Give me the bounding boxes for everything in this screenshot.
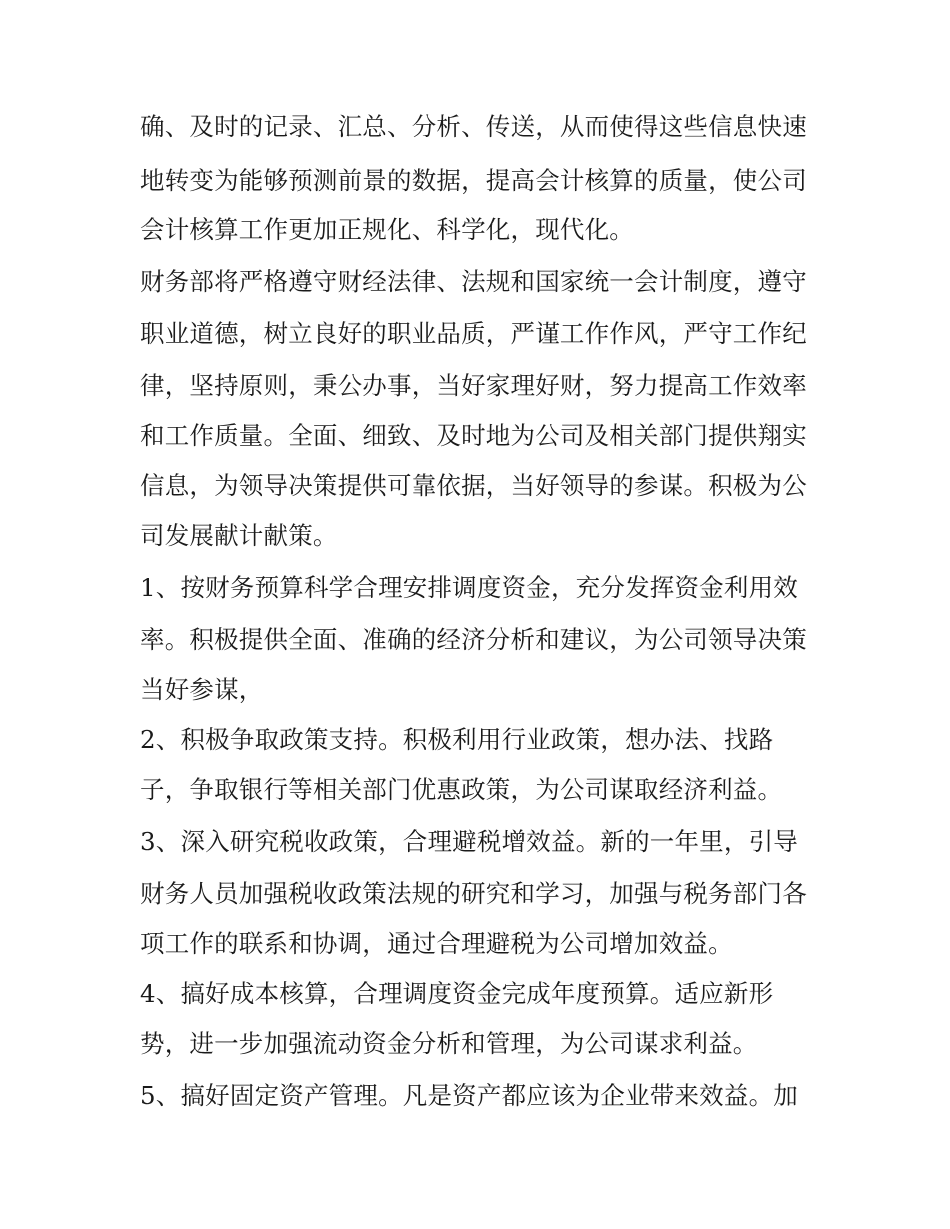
text-line: 律，坚持原则，秉公办事，当好家理好财，努力提高工作效率	[140, 371, 807, 400]
text-line: 1、按财务预算科学合理安排调度资金，充分发挥资金利用效	[140, 573, 798, 602]
text-line: 地转变为能够预测前景的数据，提高会计核算的质量，使公司	[140, 166, 807, 195]
text-line: 5、搞好固定资产管理。凡是资产都应该为企业带来效益。加	[140, 1081, 798, 1110]
text-line: 和工作质量。全面、细致、及时地为公司及相关部门提供翔实	[140, 421, 807, 450]
text-line: 当好参谋，	[140, 675, 264, 704]
text-line: 子，争取银行等相关部门优惠政策，为公司谋取经济利益。	[140, 775, 783, 804]
text-line: 财务部将严格遵守财经法律、法规和国家统一会计制度，遵守	[140, 267, 807, 296]
text-line: 3、深入研究税收政策，合理避税增效益。新的一年里，引导	[140, 827, 798, 856]
text-line: 率。积极提供全面、准确的经济分析和建议，为公司领导决策	[140, 625, 807, 654]
text-line: 职业道德，树立良好的职业品质，严谨工作作风，严守工作纪	[140, 319, 807, 348]
text-line: 会计核算工作更加正规化、科学化，现代化。	[140, 215, 634, 244]
text-line: 4、搞好成本核算，合理调度资金完成年度预算。适应新形	[140, 979, 774, 1008]
text-line: 项工作的联系和协调，通过合理避税为公司增加效益。	[140, 929, 733, 958]
text-line: 势，进一步加强流动资金分析和管理，为公司谋求利益。	[140, 1029, 758, 1058]
text-line: 确、及时的记录、汇总、分析、传送，从而使得这些信息快速	[140, 112, 807, 141]
text-line: 信息，为领导决策提供可靠依据，当好领导的参谋。积极为公	[140, 471, 807, 500]
text-line: 财务人员加强税收政策法规的研究和学习，加强与税务部门各	[140, 879, 807, 908]
text-line: 2、积极争取政策支持。积极利用行业政策，想办法、找路	[140, 725, 774, 754]
text-line: 司发展献计献策。	[140, 521, 338, 550]
